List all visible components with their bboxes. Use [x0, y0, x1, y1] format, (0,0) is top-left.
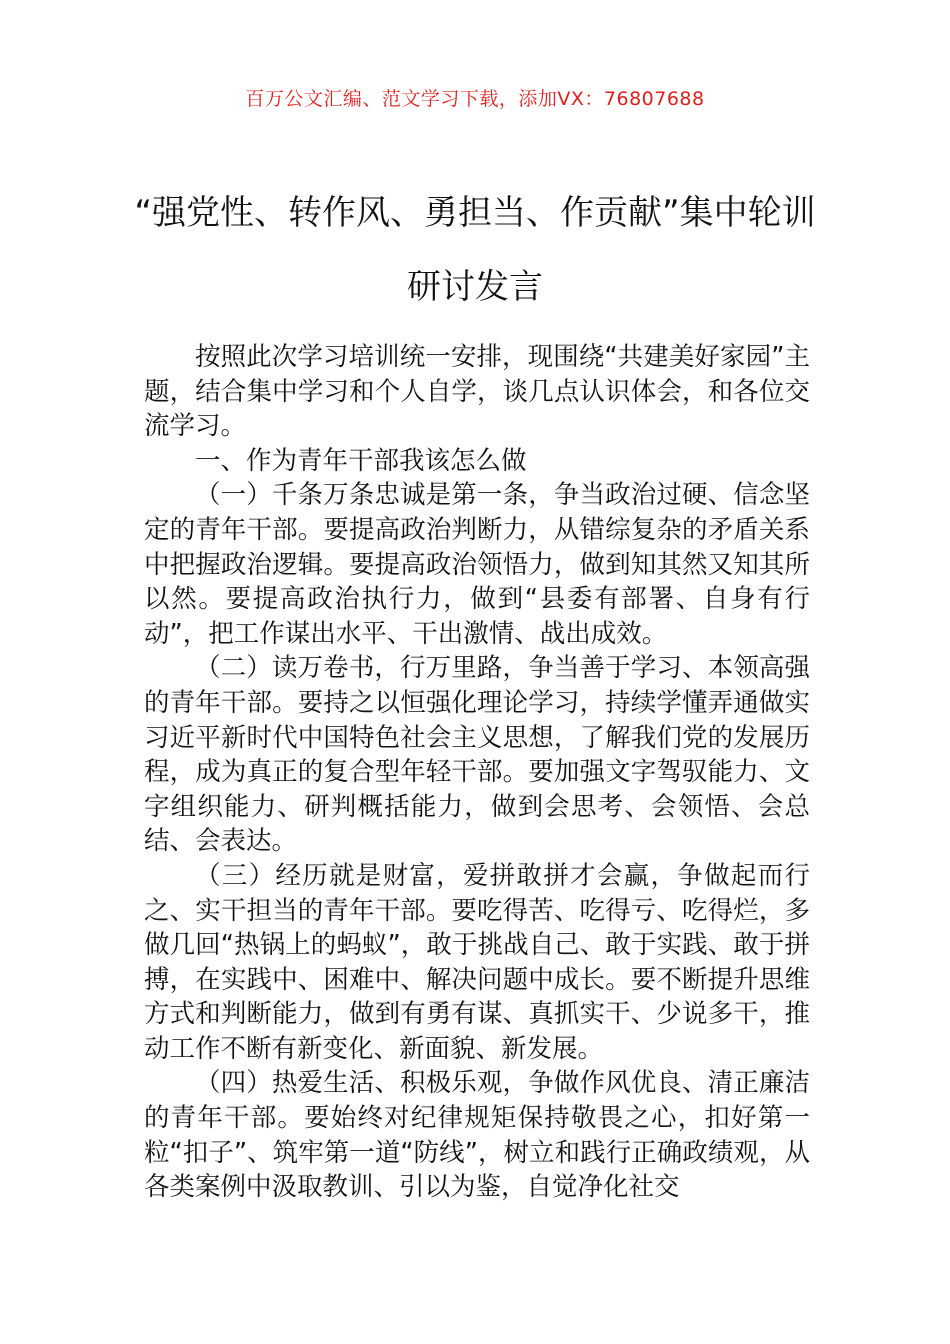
paragraph-2: （二）读万卷书，行万里路，争当善于学习、本领高强的青年干部。要持之以恒强化理论学习，持续学懂弄通做实习近平新时代中国特色社会主义思想，了解我们党的发展历程，成为真正的复合型年轻干部。要加强文字驾驭能力、文字组织能力、研判概括能力，做到会思考、会领悟、会总结、会表达。: [144, 653, 810, 857]
header-note: 百万公文汇编、范文学习下载，添加VX：76807688: [245, 88, 705, 110]
document-title: “强党性、转作风、勇担当、作贡献”集中轮训研讨发言: [134, 193, 816, 307]
paragraph-3: （三）经历就是财富，爱拼敢拼才会赢，争做起而行之、实干担当的青年干部。要吃得苦、吃得亏、吃得烂，多做几回“热锅上的蚂蚁”，敢于挑战自己、敢于实践、敢于拼搏，在实践中、困难中、解决问题中成长。要不断提升思维方式和判断能力，做到有勇有谋、真抓实干、少说多干，推动工作不断有新变化、新面貌、新发展。: [144, 860, 810, 1064]
paragraph-4: （四）热爱生活、积极乐观，争做作风优良、清正廉洁的青年干部。要始终对纪律规矩保持敬畏之心，扣好第一粒“扣子”、筑牢第一道“防线”，树立和践行正确政绩观，从各类案例中汲取教训、引以为鉴，自觉净化社交: [144, 1068, 810, 1203]
document-body: [144, 340, 810, 1205]
paragraph-intro: 按照此次学习培训统一安排，现围绕“共建美好家园”主题，结合集中学习和个人自学，谈几点认识体会，和各位交流学习。: [144, 342, 810, 442]
section-heading-1: 一、作为青年干部我该怎么做: [195, 445, 527, 476]
paragraph-1: （一）千条万条忠诚是第一条，争当政治过硬、信念坚定的青年干部。要提高政治判断力，从错综复杂的矛盾关系中把握政治逻辑。要提高政治领悟力，做到知其然又知其所以然。要提高政治执行力，做到“县委有部署、自身有行动”，把工作谋出水平、干出激情、战出成效。: [144, 480, 810, 649]
